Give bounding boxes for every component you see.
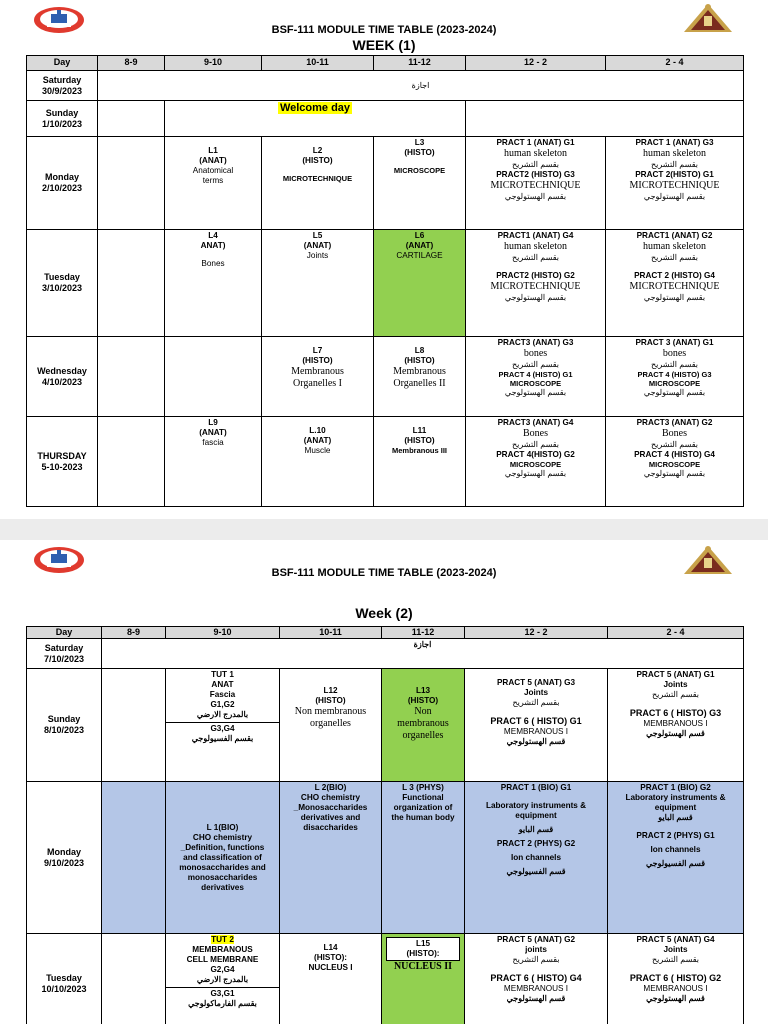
lecture-subject: (HISTO): [302, 356, 333, 365]
university-emblem-icon: [682, 2, 734, 34]
practical-topic: human skeleton: [503, 148, 568, 159]
lecture-code: L8: [414, 346, 425, 355]
lecture-topic: Organelles II: [393, 378, 446, 390]
header-row: [27, 56, 744, 71]
lecture-topic: NUCLEUS I: [308, 963, 353, 972]
lecture-cell: [280, 934, 382, 1024]
empty-cell: [98, 101, 165, 137]
day-cell: [27, 137, 98, 230]
practical-topic: Ion channels: [510, 852, 562, 862]
lecture-code: L 2(BIO): [314, 783, 347, 792]
day-name: Tuesday: [44, 272, 80, 283]
page-separator: [0, 519, 768, 540]
practical-cell: [606, 230, 744, 337]
practical-title: PRACT 4 (HISTO) G3: [637, 369, 712, 379]
lecture-cell: [165, 417, 262, 507]
table-row: [27, 337, 744, 417]
tutorial-location: بالمدرج الارضي: [196, 710, 249, 719]
lecture-topic: Non: [414, 706, 432, 717]
practical-location: بقسم الهستولوجي: [504, 469, 567, 479]
lecture-topic: the human body: [391, 813, 455, 822]
lecture-topic: Muscle: [304, 446, 331, 455]
practical-topic: Joints: [663, 945, 688, 954]
tutorial-location: بالمدرج الارضي: [196, 975, 249, 984]
welcome-cell: [165, 101, 466, 137]
lecture-cell: [374, 417, 466, 507]
tutorial-groups: G1,G2: [210, 700, 235, 709]
practical-location: قسم البايو: [518, 825, 554, 834]
practical-title: PRACT3 (ANAT) G4: [497, 418, 574, 427]
lecture-topic: and classification of: [183, 852, 262, 862]
table-row: [27, 669, 744, 782]
day-name: THURSDAY: [37, 450, 87, 461]
practical-topic: MICROTECHNIQUE: [490, 179, 581, 191]
practical-topic: bones: [662, 348, 687, 359]
lecture-topic: organization of: [393, 803, 453, 812]
table-row: [27, 137, 744, 230]
tutorial-subject: ANAT: [211, 680, 234, 689]
practical-location: بقسم الهستولوجي: [643, 293, 706, 303]
header-row: [27, 627, 744, 639]
lecture-cell: [382, 782, 465, 934]
lecture-cell-highlighted: [382, 934, 465, 1024]
lecture-cell: [165, 137, 262, 230]
tutorial-cell: [166, 669, 280, 782]
practical-location: بقسم التشريح: [512, 955, 560, 964]
lecture-subject: (HISTO): [407, 696, 439, 705]
col-day: Day: [27, 56, 98, 71]
day-cell: [27, 230, 98, 337]
lecture-cell: [166, 782, 280, 934]
practical-topic: MICROSCOPE: [509, 379, 562, 389]
practical-location: بقسم الهستولوجي: [504, 192, 567, 202]
lecture-subject: (HISTO): [404, 356, 435, 365]
practical-cell: [608, 669, 744, 782]
lecture-code: L7: [312, 346, 323, 355]
practical-title: PRACT1 (ANAT) G4: [497, 231, 574, 240]
practical-title: PRACT 2 (HISTO) G4: [634, 270, 715, 280]
lecture-topic: terms: [202, 176, 224, 185]
lecture-topic: organelles: [402, 730, 444, 742]
lecture-topic: monosaccharides: [187, 872, 258, 882]
col-11-12: 11-12: [374, 56, 466, 71]
empty-cell: [102, 669, 166, 782]
practical-topic: MEMBRANOUS I: [503, 726, 569, 736]
practical-cell: [465, 669, 608, 782]
practical-title: PRACT 4 (HISTO) G1: [498, 369, 573, 379]
empty-cell: [98, 337, 165, 417]
col-12-2: 12 - 2: [466, 56, 606, 71]
practical-cell: [465, 934, 608, 1024]
table-row: [27, 101, 744, 137]
day-date: 8/10/2023: [43, 725, 85, 735]
empty-cell: [466, 101, 744, 137]
lecture-code: L2: [312, 146, 323, 155]
tutorial-location: بقسم الفارماكولوجي: [188, 998, 257, 1008]
lecture-topic: CARTILAGE: [396, 251, 443, 260]
tutorial-topic: CELL MEMBRANE: [186, 955, 259, 964]
practical-cell: [608, 782, 744, 934]
tutorial-cell: [166, 934, 280, 1024]
practical-location: بقسم التشريح: [652, 690, 699, 699]
lecture-topic: Organelles I: [293, 378, 342, 390]
day-cell: [27, 782, 102, 934]
practical-topic: equipment: [515, 811, 557, 820]
practical-title: PRACT 5 (ANAT) G2: [496, 935, 576, 944]
week-label: Week (2): [355, 605, 413, 621]
holiday-cell: اجازة: [102, 639, 744, 669]
lecture-cell: [262, 230, 374, 337]
practical-topic: MICROTECHNIQUE: [629, 280, 720, 292]
practical-title: PRACT1 (ANAT) G2: [636, 231, 713, 240]
practical-location: قسم الهستولوجي: [646, 728, 705, 738]
table-row: [27, 417, 744, 507]
day-cell: [27, 417, 98, 507]
practical-topic: human skeleton: [503, 241, 568, 252]
timetable-week1: [26, 55, 744, 507]
lecture-topic: Functional: [402, 793, 444, 802]
lecture-code: L15: [415, 939, 431, 948]
lecture-topic: Membranous III: [391, 446, 447, 455]
practical-topic: joints: [525, 945, 547, 954]
lecture-cell-highlighted: [374, 230, 466, 337]
university-emblem-icon: [682, 544, 734, 576]
practical-cell: [608, 934, 744, 1024]
practical-location: بقسم التشريح: [512, 360, 559, 370]
tutorial-location: بقسم الفسيولوجي: [191, 733, 254, 743]
lecture-cell: [262, 417, 374, 507]
practical-title: PRACT 1 (BIO) G1: [500, 783, 572, 792]
lecture-topic: organelles: [310, 718, 351, 730]
practical-topic: MEMBRANOUS I: [643, 983, 708, 993]
col-11-12: 11-12: [382, 627, 465, 639]
practical-topic: Bones: [523, 428, 548, 439]
table-row: [27, 782, 744, 934]
lecture-cell: [374, 137, 466, 230]
lecture-code: L11: [412, 426, 427, 435]
practical-title: PRACT 6 ( HISTO) G2: [629, 972, 722, 983]
lecture-cell: [262, 337, 374, 417]
practical-topic: MICROSCOPE: [648, 379, 701, 389]
practical-topic: human skeleton: [642, 148, 707, 159]
lecture-topic: CHO chemistry: [300, 793, 361, 802]
lecture-code: L9: [208, 418, 218, 427]
day-name: Saturday: [44, 642, 84, 653]
day-name: Tuesday: [46, 972, 82, 983]
lecture-cell-highlighted: [382, 669, 465, 782]
practical-location: بقسم التشريح: [652, 955, 699, 964]
practical-topic: Joints: [523, 688, 549, 697]
lecture-code: L1: [208, 146, 218, 155]
tutorial-split: [166, 722, 279, 744]
lecture-topic: _Definition, functions: [180, 842, 265, 852]
lecture-subject: (ANAT): [405, 241, 434, 250]
day-date: 3/10/2023: [41, 283, 83, 293]
lecture-topic: CHO chemistry: [192, 832, 253, 842]
lecture-topic: Membranous: [291, 366, 344, 377]
lecture-topic: NUCLEUS II: [393, 961, 453, 972]
practical-title: PRACT2 (HISTO) G2: [496, 270, 575, 280]
day-name: Sunday: [45, 107, 79, 118]
lecture-topic: Anatomical: [192, 166, 234, 175]
empty-cell: [102, 782, 166, 934]
lecture-topic: membranous: [397, 718, 449, 730]
tutorial-split: [166, 987, 279, 1009]
lecture-code: L 1(BIO): [206, 822, 239, 832]
table-row: [27, 71, 744, 101]
practical-title: PRACT 6 ( HISTO) G4: [490, 972, 582, 983]
lecture-code: L3: [414, 138, 425, 147]
empty-cell: [102, 934, 166, 1024]
lecture-subject: ANAT): [200, 241, 226, 250]
practical-location: بقسم الهستولوجي: [643, 192, 706, 202]
day-date: 1/10/2023: [41, 118, 83, 129]
lecture-topic: MICROSCOPE: [393, 166, 446, 175]
lecture-code: L4: [208, 231, 218, 240]
lecture-cell: [280, 669, 382, 782]
lecture-topic: Joints: [306, 251, 329, 260]
practical-location: قسم الهستولوجي: [646, 993, 705, 1003]
practical-location: قسم الفسيولوجي: [645, 858, 706, 868]
lecture-code: L.10: [309, 426, 326, 435]
practical-location: بقسم التشريح: [651, 160, 698, 170]
practical-title: PRACT 4 (HISTO) G4: [634, 449, 715, 459]
practical-location: بقسم الهستولوجي: [643, 388, 706, 398]
lecture-cell: [262, 137, 374, 230]
lecture-topic: MICROTECHNIQUE: [282, 174, 353, 183]
tutorial-code: TUT 1: [211, 670, 234, 679]
lecture-box: [386, 937, 460, 961]
practical-cell: [466, 137, 606, 230]
lecture-subject: (ANAT): [199, 156, 227, 165]
col-day: Day: [27, 627, 102, 639]
table-row: [27, 230, 744, 337]
practical-title: PRACT3 (ANAT) G3: [497, 338, 574, 347]
practical-location: بقسم الهستولوجي: [643, 469, 706, 479]
week-label: WEEK (1): [352, 37, 416, 53]
practical-topic: Joints: [663, 680, 688, 689]
day-cell: [27, 71, 98, 101]
lecture-code: L5: [312, 231, 323, 240]
lecture-subject: (HISTO):: [313, 953, 348, 962]
practical-topic: Ion channels: [650, 844, 701, 854]
practical-topic: Laboratory instruments &: [625, 793, 726, 802]
holiday-cell: اجازة: [98, 71, 744, 101]
lecture-topic: disaccharides: [303, 823, 358, 832]
welcome-day-label: Welcome day: [279, 102, 351, 114]
lecture-topic: derivatives: [201, 882, 244, 892]
practical-title: PRACT 6 ( HISTO) G3: [629, 707, 722, 718]
lecture-code: L6: [414, 231, 425, 240]
lecture-topic: monosaccharides and: [179, 862, 266, 872]
lecture-cell: [374, 337, 466, 417]
day-name: Monday: [44, 172, 79, 183]
practical-cell: [465, 782, 608, 934]
practical-title: PRACT 5 (ANAT) G3: [496, 678, 576, 687]
practical-title: PRACT2 (HISTO) G3: [496, 169, 575, 179]
tutorial-code-highlighted: TUT 2: [211, 935, 234, 944]
tutorial-subject: MEMBRANOUS: [192, 945, 253, 954]
practical-location: بقسم التشريح: [512, 698, 560, 707]
col-10-11: 10-11: [262, 56, 374, 71]
empty-cell: [98, 137, 165, 230]
practical-topic: MEMBRANOUS I: [643, 718, 708, 728]
lecture-topic: _Monosaccharides: [293, 803, 368, 812]
practical-cell: [466, 417, 606, 507]
practical-location: بقسم الهستولوجي: [504, 388, 567, 398]
day-date: 10/10/2023: [41, 983, 87, 994]
practical-topic: MEMBRANOUS I: [503, 983, 569, 993]
practical-location: بقسم التشريح: [651, 360, 698, 370]
page-title: BSF-111 MODULE TIME TABLE (2023-2024): [271, 24, 497, 36]
day-name: Wednesday: [37, 365, 87, 376]
practical-location: قسم الفسيولوجي: [506, 866, 566, 876]
practical-location: بقسم الهستولوجي: [504, 293, 567, 303]
practical-location: قسم الهستولوجي: [506, 993, 566, 1003]
lecture-subject: (HISTO):: [406, 949, 440, 958]
practical-topic: human skeleton: [642, 241, 707, 252]
table-row: [27, 639, 744, 669]
lecture-code: L14: [323, 943, 338, 952]
day-cell: [27, 639, 102, 669]
timetable-week2: [26, 626, 744, 1024]
empty-cell: [165, 337, 262, 417]
practical-topic: bones: [523, 348, 548, 359]
day-date: 2/10/2023: [41, 183, 83, 193]
lecture-topic: derivatives and: [300, 813, 361, 822]
tutorial-groups: G3,G4: [210, 723, 235, 733]
col-8-9: 8-9: [98, 56, 165, 71]
practical-cell: [466, 230, 606, 337]
practical-title: PRACT 1 (ANAT) G1: [496, 138, 575, 147]
lecture-subject: (HISTO): [404, 148, 435, 157]
day-name: Saturday: [42, 74, 82, 85]
empty-cell: [98, 417, 165, 507]
practical-topic: MICROTECHNIQUE: [490, 280, 581, 292]
day-cell: [27, 101, 98, 137]
lecture-subject: (HISTO): [315, 696, 346, 705]
table-row: [27, 934, 744, 1024]
day-date: 30/9/2023: [41, 85, 83, 96]
practical-location: قسم الهستولوجي: [506, 736, 566, 746]
practical-title: PRACT 2 (PHYS) G2: [496, 838, 576, 848]
day-date: 4/10/2023: [41, 376, 83, 387]
day-cell: [27, 934, 102, 1024]
practical-topic: MICROSCOPE: [648, 459, 701, 469]
practical-location: بقسم التشريح: [512, 440, 559, 450]
practical-title: PRACT 1 (BIO) G2: [640, 783, 711, 792]
lecture-subject: (ANAT): [303, 241, 332, 250]
practical-topic: Bones: [662, 428, 687, 439]
practical-cell: [466, 337, 606, 417]
day-cell: [27, 669, 102, 782]
practical-cell: [606, 417, 744, 507]
practical-title: PRACT 4(HISTO) G2: [496, 449, 575, 459]
practical-title: PRACT 3 (ANAT) G1: [635, 338, 714, 347]
lecture-topic: Bones: [201, 259, 225, 268]
lecture-topic: Non membranous: [294, 706, 367, 717]
day-name: Monday: [46, 846, 81, 857]
tutorial-groups: G2,G4: [210, 965, 235, 974]
practical-location: قسم البايو: [658, 813, 693, 822]
practical-title: PRACT3 (ANAT) G2: [636, 418, 713, 427]
tutorial-groups: G3,G1: [210, 988, 235, 998]
lecture-code: L13: [415, 686, 431, 695]
col-9-10: 9-10: [166, 627, 280, 639]
practical-cell: [606, 137, 744, 230]
practical-topic: Laboratory instruments &: [485, 801, 587, 810]
practical-title: PRACT 5 (ANAT) G4: [636, 935, 715, 944]
tutorial-topic: Fascia: [209, 690, 236, 699]
practical-title: PRACT 6 ( HISTO) G1: [490, 715, 582, 726]
day-date: 7/10/2023: [43, 653, 85, 664]
empty-cell: [98, 230, 165, 337]
col-12-2: 12 - 2: [465, 627, 608, 639]
day-date: 5-10-2023: [41, 461, 83, 472]
practical-title: PRACT 1 (ANAT) G3: [635, 138, 714, 147]
day-cell: [27, 337, 98, 417]
practical-location: بقسم التشريح: [651, 440, 698, 450]
practical-topic: equipment: [654, 803, 697, 812]
lecture-code: L 3 (PHYS): [402, 783, 444, 792]
practical-title: PRACT 5 (ANAT) G1: [636, 670, 715, 679]
practical-title: PRACT 2(HISTO) G1: [635, 169, 714, 179]
practical-location: بقسم التشريح: [651, 253, 698, 263]
practical-topic: MICROSCOPE: [509, 459, 562, 469]
page-title: BSF-111 MODULE TIME TABLE (2023-2024): [271, 567, 497, 579]
col-2-4: 2 - 4: [606, 56, 744, 71]
practical-topic: MICROTECHNIQUE: [629, 179, 720, 191]
lecture-subject: (HISTO): [404, 436, 435, 445]
col-2-4: 2 - 4: [608, 627, 744, 639]
lecture-subject: (ANAT): [199, 428, 227, 437]
lecture-topic: fascia: [202, 438, 224, 447]
lecture-subject: (ANAT): [303, 436, 332, 445]
day-date: 9/10/2023: [43, 857, 85, 868]
lecture-code: L12: [323, 686, 338, 695]
col-8-9: 8-9: [102, 627, 166, 639]
col-9-10: 9-10: [165, 56, 262, 71]
practical-cell: [606, 337, 744, 417]
practical-location: بقسم التشريح: [512, 253, 559, 263]
practical-location: بقسم التشريح: [512, 160, 559, 170]
lecture-topic: Membranous: [393, 366, 446, 377]
lecture-cell: [280, 782, 382, 934]
practical-title: PRACT 2 (PHYS) G1: [636, 830, 715, 840]
lecture-subject: (HISTO): [302, 156, 333, 165]
lecture-cell: [165, 230, 262, 337]
day-name: Sunday: [47, 714, 81, 725]
col-10-11: 10-11: [280, 627, 382, 639]
